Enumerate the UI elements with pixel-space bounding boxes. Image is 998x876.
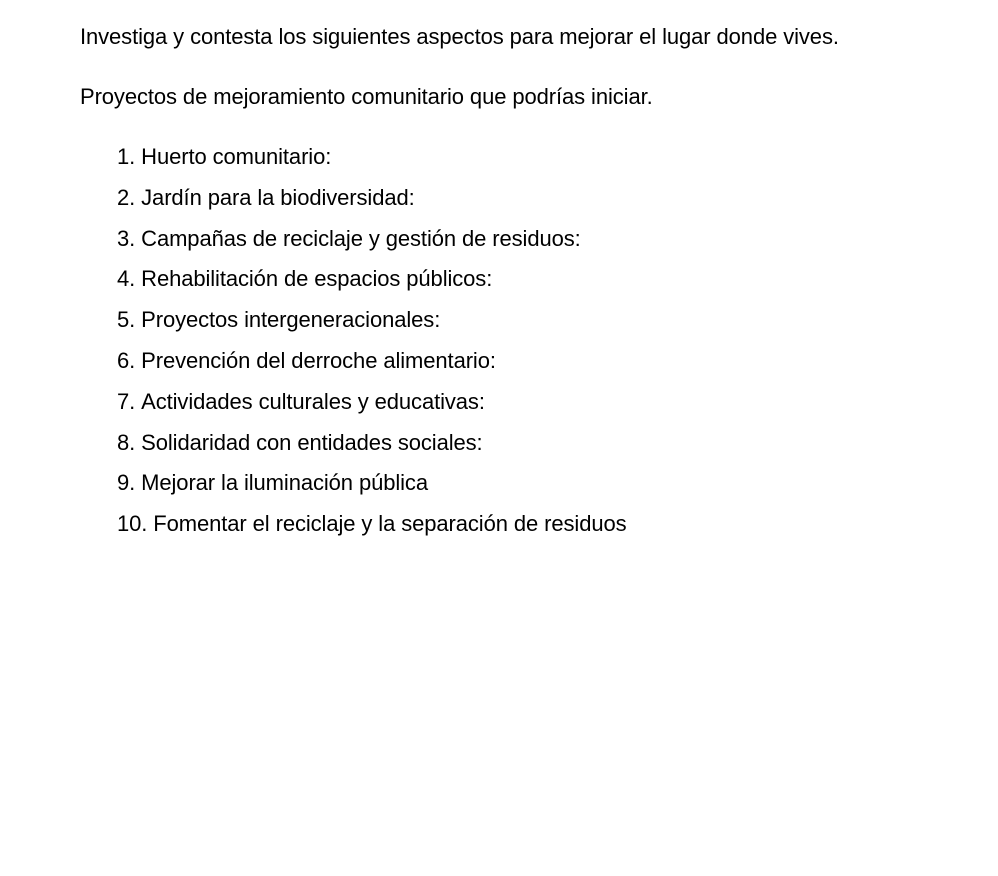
list-item [117, 469, 627, 510]
list-item [117, 306, 627, 347]
list-item-number: 7. [117, 388, 136, 414]
list-item-number: 9. [117, 470, 136, 496]
list-item-text: Fomentar el reciclaje y la separación de residuos [153, 511, 627, 537]
intro-text: Investiga y contesta los siguientes aspectos para mejorar el lugar donde vives. [80, 24, 839, 49]
list-item-text: Solidaridad con entidades sociales: [141, 429, 483, 455]
list-item [117, 510, 627, 551]
list-item [117, 388, 627, 429]
list-item [117, 143, 627, 184]
list-item [117, 347, 627, 388]
list-item-text: Proyectos intergeneracionales: [141, 307, 441, 333]
list-item [117, 225, 627, 266]
list-item-number: 6. [117, 347, 136, 373]
list-item [117, 184, 627, 225]
list-item-text: Actividades culturales y educativas: [141, 388, 485, 414]
list-item-text: Mejorar la iluminación pública [141, 470, 428, 496]
section-subtitle: Proyectos de mejoramiento comunitario que podrías iniciar. [80, 84, 653, 109]
list-item-number: 10. [117, 511, 148, 537]
list-item-number: 3. [117, 225, 136, 251]
list-item-number: 8. [117, 429, 136, 455]
list-item-number: 2. [117, 184, 136, 210]
list-item-text: Huerto comunitario: [141, 144, 332, 169]
list-item-text: Rehabilitación de espacios públicos: [141, 266, 493, 292]
list-item [117, 265, 627, 306]
list-item-text: Jardín para la biodiversidad: [141, 184, 415, 210]
list-item-number: 1. [117, 144, 136, 169]
project-list [117, 143, 627, 551]
list-item-number: 5. [117, 307, 136, 333]
list-item [117, 429, 627, 470]
list-item-number: 4. [117, 266, 136, 292]
list-item-text: Prevención del derroche alimentario: [141, 347, 496, 373]
list-item-text: Campañas de reciclaje y gestión de residuos: [141, 225, 581, 251]
